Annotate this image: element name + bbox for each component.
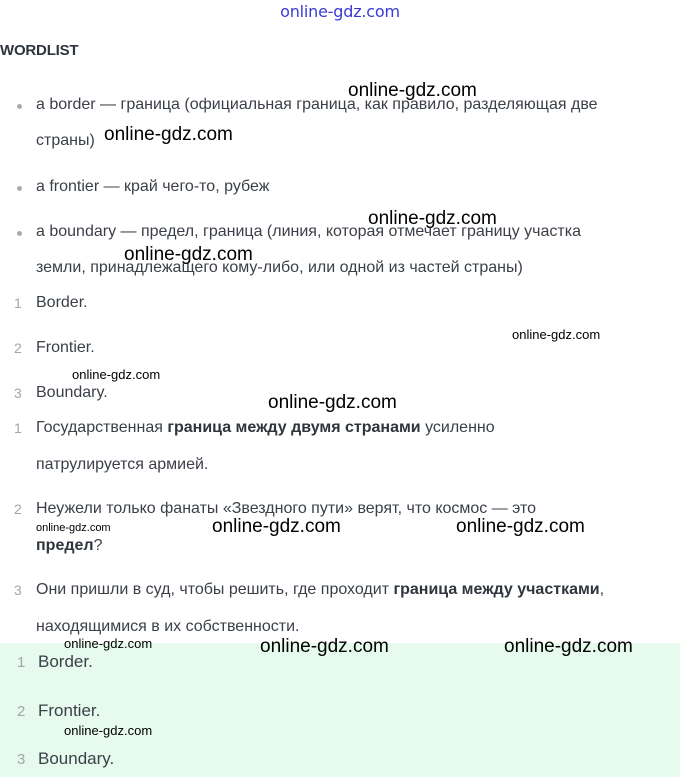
watermark: online-gdz.com [512, 327, 601, 342]
answer-text: Frontier. [38, 701, 101, 720]
watermark: online-gdz.com [268, 392, 397, 413]
wordlist-item-text: страны) [36, 132, 95, 149]
site-header [0, 0, 680, 22]
answer-text: Border. [38, 652, 93, 671]
bullet-icon [17, 231, 22, 236]
watermark: online-gdz.com [64, 636, 153, 651]
watermark: online-gdz.com [212, 516, 341, 537]
sentence-text: Государственная граница между двумя странами усиленно [36, 419, 495, 436]
watermark: online-gdz.com [36, 522, 111, 534]
item-text: Border. [36, 294, 88, 311]
watermark: online-gdz.com [504, 636, 633, 657]
item-number: 2 [17, 703, 26, 720]
site-link[interactable]: online-gdz.com [280, 2, 400, 21]
watermark: online-gdz.com [348, 80, 477, 101]
item-number: 2 [14, 501, 22, 517]
item-number: 3 [14, 385, 22, 401]
answer-text: Boundary. [38, 749, 115, 768]
sentence-text: патрулируется армией. [36, 456, 209, 473]
answer-box [0, 643, 680, 777]
wordlist-item-text: земли, принадлежащего кому-либо, или одной из частей страны) [36, 259, 523, 276]
bullet-icon [17, 186, 22, 191]
watermark: online-gdz.com [64, 723, 153, 738]
sentence-text: Они пришли в суд, чтобы решить, где проходит граница между участками, [36, 581, 605, 598]
watermark: online-gdz.com [124, 244, 253, 265]
item-text: Boundary. [36, 384, 108, 401]
item-number: 1 [14, 295, 22, 311]
sentence-text: находящимися в их собственности. [36, 618, 300, 635]
sentence-text: Неужели только фанаты «Звездного пути» верят, что космос — это [36, 500, 537, 517]
item-number: 1 [14, 420, 22, 436]
watermark: online-gdz.com [72, 367, 161, 382]
item-number: 1 [17, 654, 26, 671]
wordlist-item-text: a frontier — край чего-то, рубеж [36, 178, 270, 195]
sentence-text: предел? [36, 537, 103, 554]
wordlist-item-text: a boundary — предел, граница (линия, которая отмечает границу участка [36, 223, 581, 240]
wordlist-item-text: a border — граница (официальная граница, как правило, разделяющая две [36, 96, 598, 113]
watermark: online-gdz.com [456, 516, 585, 537]
item-number: 3 [14, 582, 22, 598]
watermark: online-gdz.com [368, 208, 497, 229]
item-number: 3 [17, 751, 26, 768]
watermark: online-gdz.com [260, 636, 389, 657]
bullet-icon [17, 104, 22, 109]
wordlist-heading: WORDLIST [0, 42, 79, 59]
watermark: online-gdz.com [104, 124, 233, 145]
item-number: 2 [14, 340, 22, 356]
item-text: Frontier. [36, 339, 95, 356]
